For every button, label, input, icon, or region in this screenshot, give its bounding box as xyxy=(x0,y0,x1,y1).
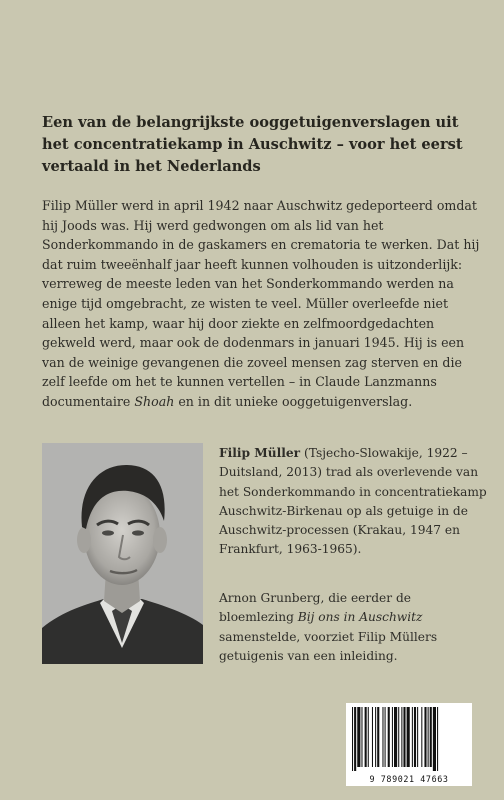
barcode-bar xyxy=(368,707,369,767)
anthology-title: Bij ons in Auschwitz xyxy=(297,610,423,625)
barcode-bar xyxy=(394,707,397,767)
barcode-bar xyxy=(421,707,422,767)
barcode-bar xyxy=(377,707,379,767)
barcode-bar xyxy=(433,707,436,771)
isbn-number: 9 789021 47663 xyxy=(369,774,449,784)
intro-text: Arnon Grunberg, die eerder de bloemlezing xyxy=(219,591,411,625)
isbn-barcode xyxy=(346,703,472,786)
barcode-bars xyxy=(346,703,472,773)
barcode-bar xyxy=(412,707,413,767)
film-title: Shoah xyxy=(134,393,175,409)
barcode-bar xyxy=(437,707,438,771)
barcode-bar xyxy=(407,707,410,767)
barcode-bar xyxy=(354,707,356,771)
barcode-bar xyxy=(365,707,367,767)
author-name: Filip Müller xyxy=(219,446,301,460)
barcode-bar xyxy=(401,707,402,767)
barcode-bar xyxy=(392,707,393,767)
barcode-bar xyxy=(361,707,362,767)
headline: Een van de belangrijkste ooggetuigenverslagen uit het concentratiekamp in Auschwitz – voor het eerst vertaald in het Nederlands xyxy=(42,114,463,175)
description-text-end: en in dit unieke ooggetuigenverslag. xyxy=(174,393,413,409)
barcode-bar xyxy=(388,707,390,767)
description-text: Filip Müller werd in april 1942 naar Auschwitz gedeporteerd omdat hij Joods was. Hij werd gedwongen om als lid van het Sonderkommando in de gaskamers en crematoria te werken. Dat hij dat ruim tweeënhalf jaar heeft kunnen volhouden is uitzonderlijk: verreweg de meeste leden van het Sonderkommando werden na enige tijd omgebracht, ze wisten te veel. Müller overleefde niet alleen het kamp, waar hij door ziekte en zelfmoordgedachten gekweld werd, maar ook de dodenmars in januari 1945. Hij is een van de weinige gevangenen die zoveel mensen zag sterven en die zelf leefde om het te kunnen vertellen – in Claude Lanzmanns documentaire xyxy=(42,198,480,409)
description-paragraph xyxy=(42,196,482,412)
barcode-bar xyxy=(382,707,383,767)
barcode-bar xyxy=(428,707,429,767)
barcode-bar xyxy=(398,707,399,767)
barcode-bar xyxy=(375,707,376,767)
intro-text-end: samenstelde, voorziet Filip Müllers getuigenis van een inleiding. xyxy=(219,629,438,663)
barcode-bar xyxy=(414,707,416,767)
barcode-bar xyxy=(385,707,386,767)
author-bio xyxy=(219,444,489,560)
author-portrait-photo xyxy=(42,443,203,664)
portrait-drawing xyxy=(42,443,203,664)
barcode-bar xyxy=(417,707,418,767)
barcode-bar xyxy=(403,707,405,767)
introduction-note xyxy=(219,589,489,666)
author-bio-text: (Tsjecho-Slowakije, 1922 – Duitsland, 2013) trad als overlevende van het Sonderkommando in concentratiekamp Auschwitz-Birkenau op als getuige in de Auschwitz-processen (Krakau, 1947 en Frankfurt, 1963-1965). xyxy=(219,446,487,557)
barcode-bar xyxy=(424,707,426,767)
barcode-bar xyxy=(430,707,432,767)
barcode-bar xyxy=(352,707,353,771)
barcode-bar xyxy=(357,707,360,767)
barcode-bar xyxy=(372,707,373,767)
